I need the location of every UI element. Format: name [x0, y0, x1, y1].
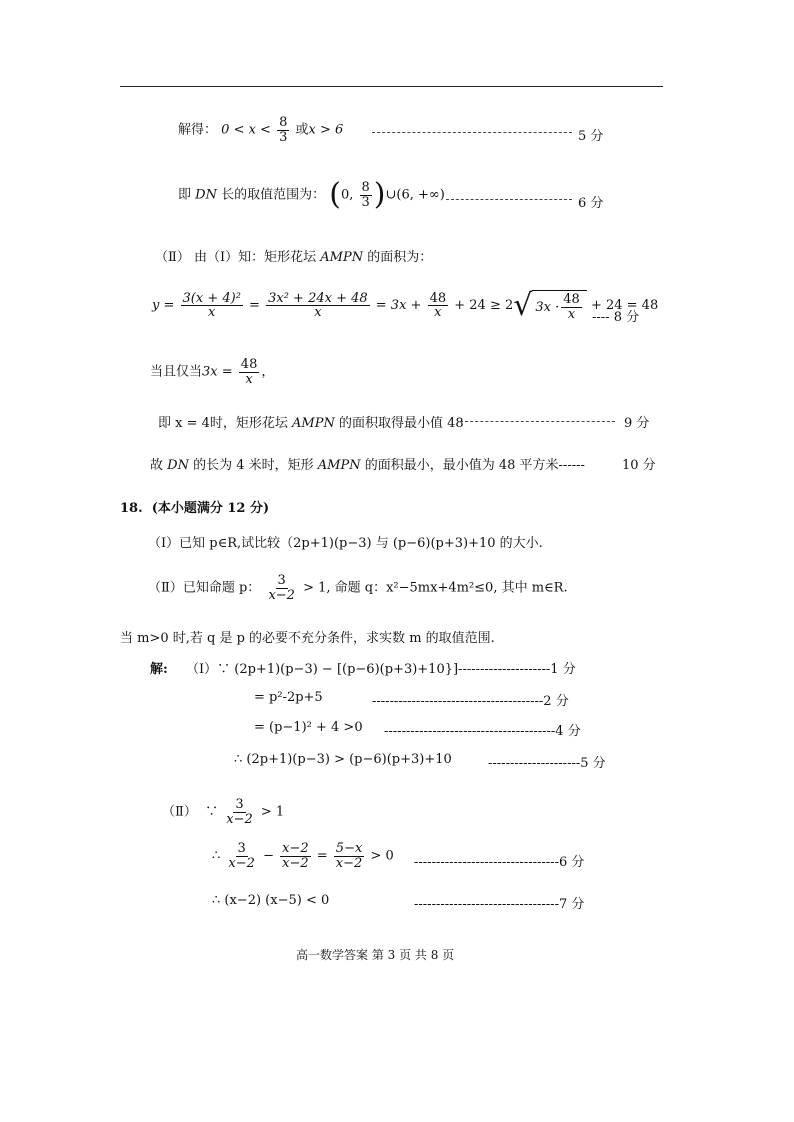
solution-step-7: ∴ (x−2) (x−5) < 0 [212, 893, 330, 908]
fraction-1 [181, 292, 243, 320]
minus: − [263, 848, 274, 864]
ampn-label: AMPN [292, 416, 335, 431]
question-part-3: 当 m>0 时,若 q 是 p 的必要不充分条件，求实数 m 的取值范围. [120, 631, 495, 646]
or-text: 或 [295, 122, 309, 138]
therefore-symbol: ∴ [212, 848, 221, 864]
score-9: 9 分 [624, 416, 650, 431]
frac-den: x−2 [335, 855, 363, 871]
score-6: 6 分 [578, 196, 604, 211]
frac-den: x [314, 305, 322, 321]
comma: ， [261, 364, 275, 380]
score-6b: ---------------------------------6 分 [414, 855, 585, 870]
solution-step-6 [212, 842, 394, 870]
frac-num: 3 [277, 573, 286, 588]
frac-den: x−2 [268, 587, 295, 603]
left-paren: ( [329, 177, 341, 212]
x-eq-4-text: 即 x = 4时，矩形花坛 [158, 416, 293, 431]
frac-num: 8 [279, 115, 288, 130]
solution-line-2 [178, 177, 445, 212]
conclusion-c: 的面积最小，最小值为 48 平方米------ [360, 458, 585, 473]
frac-num: 48 [429, 290, 447, 306]
fraction-4 [561, 293, 582, 321]
dash-leader [460, 421, 615, 422]
solution-line-7 [150, 454, 585, 473]
solution-label: 解: [150, 662, 168, 677]
expr-ge: + 24 ≥ 2 [454, 298, 514, 314]
fraction-a [226, 842, 257, 870]
ampn-label: AMPN [320, 250, 364, 265]
question-number: 18. [120, 501, 143, 516]
solution-step-4: ∴ (2p+1)(p−3) > (p−6)(p+3)+10 [234, 752, 452, 767]
frac-num: 3(x + 4)² [182, 290, 241, 306]
interval-start: 0, [340, 187, 354, 203]
score-8: ---- 8 分 [592, 310, 640, 325]
part-ii-text: （Ⅱ） 由（Ⅰ）知：矩形花坛 [155, 250, 321, 265]
frac-den: x [567, 306, 576, 322]
because-symbol: ∵ [205, 804, 219, 820]
min-text: 的面积取得最小值 48 [334, 416, 464, 431]
frac-den: 3 [361, 194, 370, 210]
score-5: 5 分 [578, 129, 604, 144]
inequality-left: 0 < x < [221, 122, 271, 138]
dash-leader [446, 199, 572, 200]
page-footer: 高一数学答案 第 3 页 共 8 页 [296, 948, 455, 962]
frac-num: 48 [240, 357, 258, 372]
solve-label: 解得： [178, 122, 218, 138]
frac-den: 3 [279, 129, 288, 145]
radicand-a: 3x · [535, 299, 560, 315]
score-10: 10 分 [622, 458, 656, 473]
fraction-3-x2 [266, 574, 297, 602]
solution-line-1 [178, 116, 343, 144]
dn-label: DN [195, 187, 217, 203]
frac-num: 3 [235, 797, 244, 812]
frac-den: x−2 [282, 855, 309, 871]
frac-num: 48 [563, 292, 580, 307]
range-text: 长的取值范围为： [216, 187, 326, 203]
inequality-right: x > 6 [308, 122, 344, 138]
part2-b: > 1, 命题 q：x²−5mx+4m²≤0, 其中 m∈R. [303, 580, 568, 596]
sqrt-sign: √ [513, 287, 533, 323]
solution-step-2: = p²-2p+5 [254, 690, 323, 705]
frac-num: 8 [361, 179, 370, 195]
solution-line-5 [150, 358, 274, 386]
prefix: 即 [178, 187, 192, 203]
y-eq: y = [152, 298, 175, 314]
dn-label: DN [167, 458, 189, 473]
frac-den: x−2 [226, 811, 253, 827]
score-7: ---------------------------------7 分 [414, 897, 585, 912]
part2-a: （Ⅱ）已知命题 p： [148, 580, 261, 596]
gt-one: > 1 [260, 804, 285, 820]
solution-part-ii [162, 798, 284, 826]
equals: = [249, 298, 260, 314]
part-ii-label: （Ⅱ） [162, 804, 197, 820]
score-5b: ---------------------5 分 [488, 756, 606, 771]
fraction-48-x [239, 358, 260, 386]
question-part-1: （Ⅰ）已知 p∈R,试比较（2p+1)(p−3) 与 (p−6)(p+3)+10 的大小. [148, 536, 543, 551]
question-part-2 [148, 574, 568, 602]
frac-num: 3 [237, 841, 246, 856]
fraction-2 [266, 292, 370, 320]
question-18-header [120, 497, 269, 516]
fraction-8-3 [277, 116, 289, 144]
fraction-b [280, 842, 311, 870]
fraction-8-3b [360, 181, 372, 209]
iff-label: 当且仅当 [150, 364, 203, 380]
header-rule [120, 86, 663, 87]
frac-num: x−2 [282, 841, 309, 856]
expr-end: + 24 = 48 [590, 298, 659, 314]
question-title: (本小题满分 12 分) [151, 501, 270, 516]
score-4: ---------------------------------------4 分 [384, 724, 581, 739]
radicand [532, 290, 586, 321]
frac-num: 5−x [335, 841, 363, 856]
fraction-c [334, 842, 365, 870]
conclusion-b: 的长为 4 米时，矩形 [188, 458, 318, 473]
area-text: 的面积为： [363, 250, 433, 265]
equals: = [316, 848, 328, 864]
expr-3x: = 3x + [375, 298, 422, 314]
interval-second: (6, +∞) [396, 187, 445, 203]
solution-step-1: （Ⅰ）∵ (2p+1)(p−3) − [(p−6)(p+3)+10}]---------------------1 分 [186, 662, 576, 677]
frac-num: 3x² + 24x + 48 [268, 290, 368, 306]
fraction-3-x2b [224, 798, 255, 826]
conclusion-a: 故 [150, 458, 168, 473]
area-formula [152, 287, 659, 323]
solution-line-6 [158, 412, 464, 431]
ampn-label: AMPN [317, 458, 361, 473]
expr-3x: 3x = [202, 364, 233, 380]
frac-den: x [208, 305, 216, 321]
solution-step-3: = (p−1)² + 4 >0 [254, 720, 363, 735]
solution-line-3 [155, 246, 432, 265]
sqrt-expression [513, 287, 587, 323]
dash-leader [372, 132, 572, 133]
right-paren: ) [373, 177, 386, 212]
frac-den: x [245, 371, 253, 387]
score-2: ---------------------------------------2 分 [372, 694, 569, 709]
frac-den: x−2 [228, 855, 255, 871]
frac-den: x [434, 305, 442, 321]
union-symbol: ∪ [385, 187, 397, 203]
fraction-3 [428, 292, 449, 320]
gt-zero: > 0 [370, 848, 394, 864]
